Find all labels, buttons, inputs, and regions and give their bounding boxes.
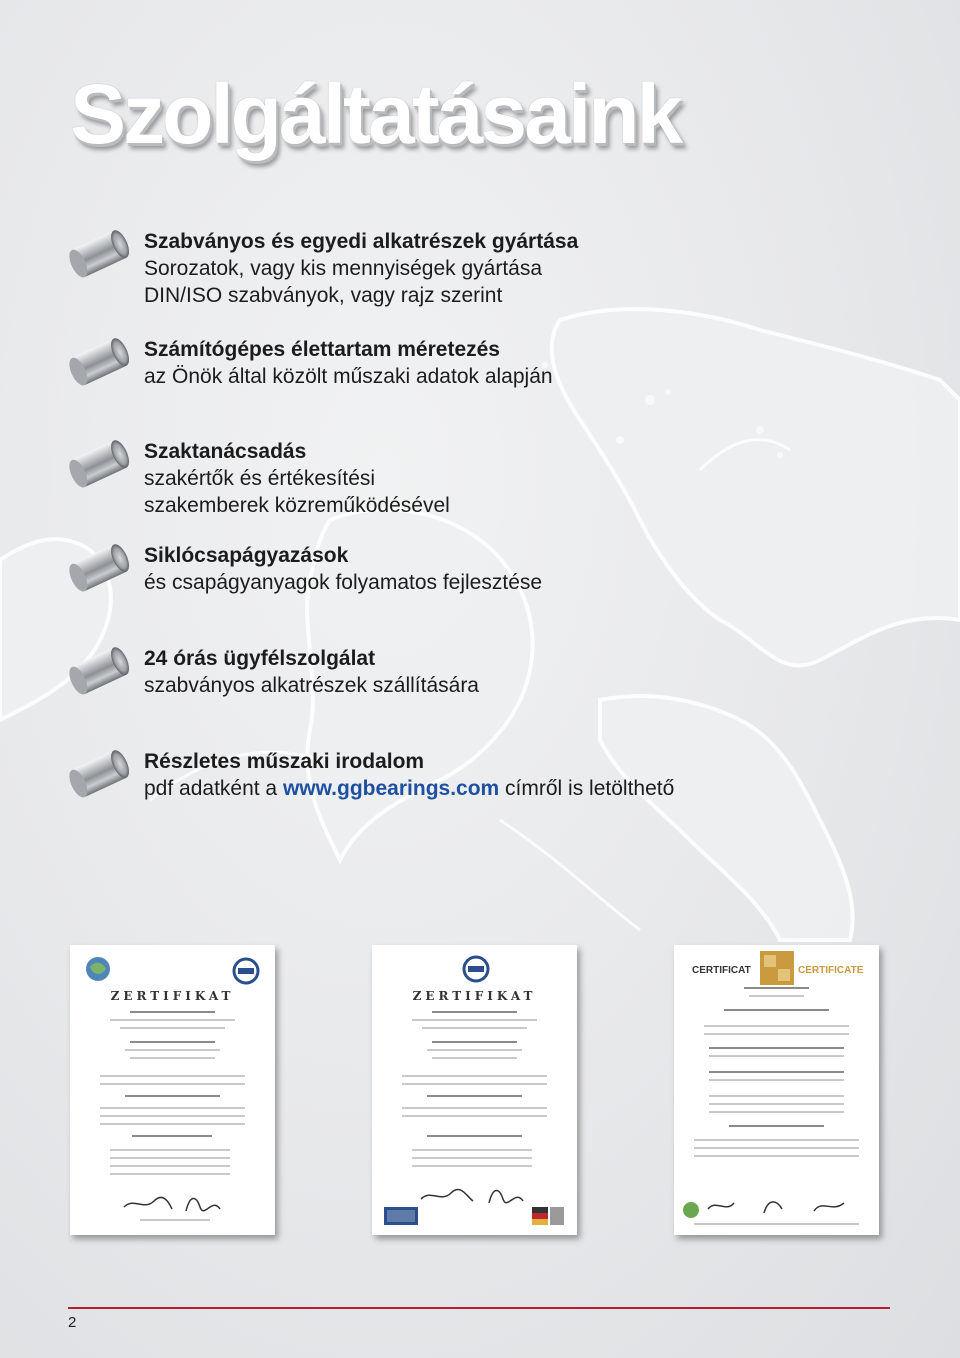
flag-logo-icon (532, 1207, 564, 1225)
globe-logo-icon (84, 955, 112, 983)
service-title: Szaktanácsadás (144, 440, 307, 463)
page-title: Szolgáltatásaink (70, 67, 681, 161)
bearing-bushing-icon (68, 740, 134, 806)
bearing-bushing-icon (68, 637, 134, 703)
certificate-iso-ts-16949 (70, 945, 275, 1235)
signature-icon (120, 1191, 230, 1215)
dqs-logo-icon (230, 957, 262, 985)
signature-icon (417, 1183, 537, 1207)
service-title: Számítógépes élettartam méretezés (144, 338, 500, 361)
service-description: szakértők és értékesítési (144, 467, 376, 490)
website-link[interactable]: www.ggbearings.com (282, 777, 500, 800)
page-number: 2 (68, 1314, 77, 1331)
service-title: Részletes műszaki irodalom (144, 750, 425, 773)
service-description: szabványos alkatrészek szállítására (144, 674, 479, 697)
certificate-heading: CERTIFICAT (692, 965, 751, 976)
iqnet-logo-icon (384, 1207, 418, 1225)
dqs-logo-icon (460, 955, 492, 983)
service-title: Siklócsapágyazások (144, 544, 349, 567)
service-description: DIN/ISO szabványok, vagy rajz szerint (144, 284, 503, 307)
certificate-afaq (674, 945, 879, 1235)
seal-logo-icon (682, 1201, 700, 1219)
bearing-bushing-icon (68, 328, 134, 394)
certificate-iso-14001 (372, 945, 577, 1235)
text-suffix: címről is letölthető (499, 777, 675, 800)
service-description: szakemberek közreműködésével (144, 494, 450, 517)
footer-divider (68, 1307, 890, 1309)
service-title: Szabványos és egyedi alkatrészek gyártása (144, 230, 579, 253)
afaq-logo-icon (760, 951, 794, 985)
service-description: és csapágyanyagok folyamatos fejlesztése (144, 571, 543, 594)
service-description (144, 775, 904, 802)
bearing-bushing-icon (68, 430, 134, 496)
service-description: Sorozatok, vagy kis mennyiségek gyártása (144, 257, 543, 280)
certificate-heading-right: CERTIFICATE (798, 965, 864, 976)
certificate-heading: ZERTIFIKAT (110, 989, 235, 1003)
certificate-heading: ZERTIFIKAT (412, 989, 537, 1003)
service-description: az Önök által közölt műszaki adatok alapján (144, 365, 553, 388)
bearing-bushing-icon (68, 534, 134, 600)
text-prefix: pdf adatként a (144, 777, 283, 800)
signature-icon (704, 1193, 864, 1219)
service-title: 24 órás ügyfélszolgálat (144, 647, 376, 670)
bearing-bushing-icon (68, 220, 134, 286)
